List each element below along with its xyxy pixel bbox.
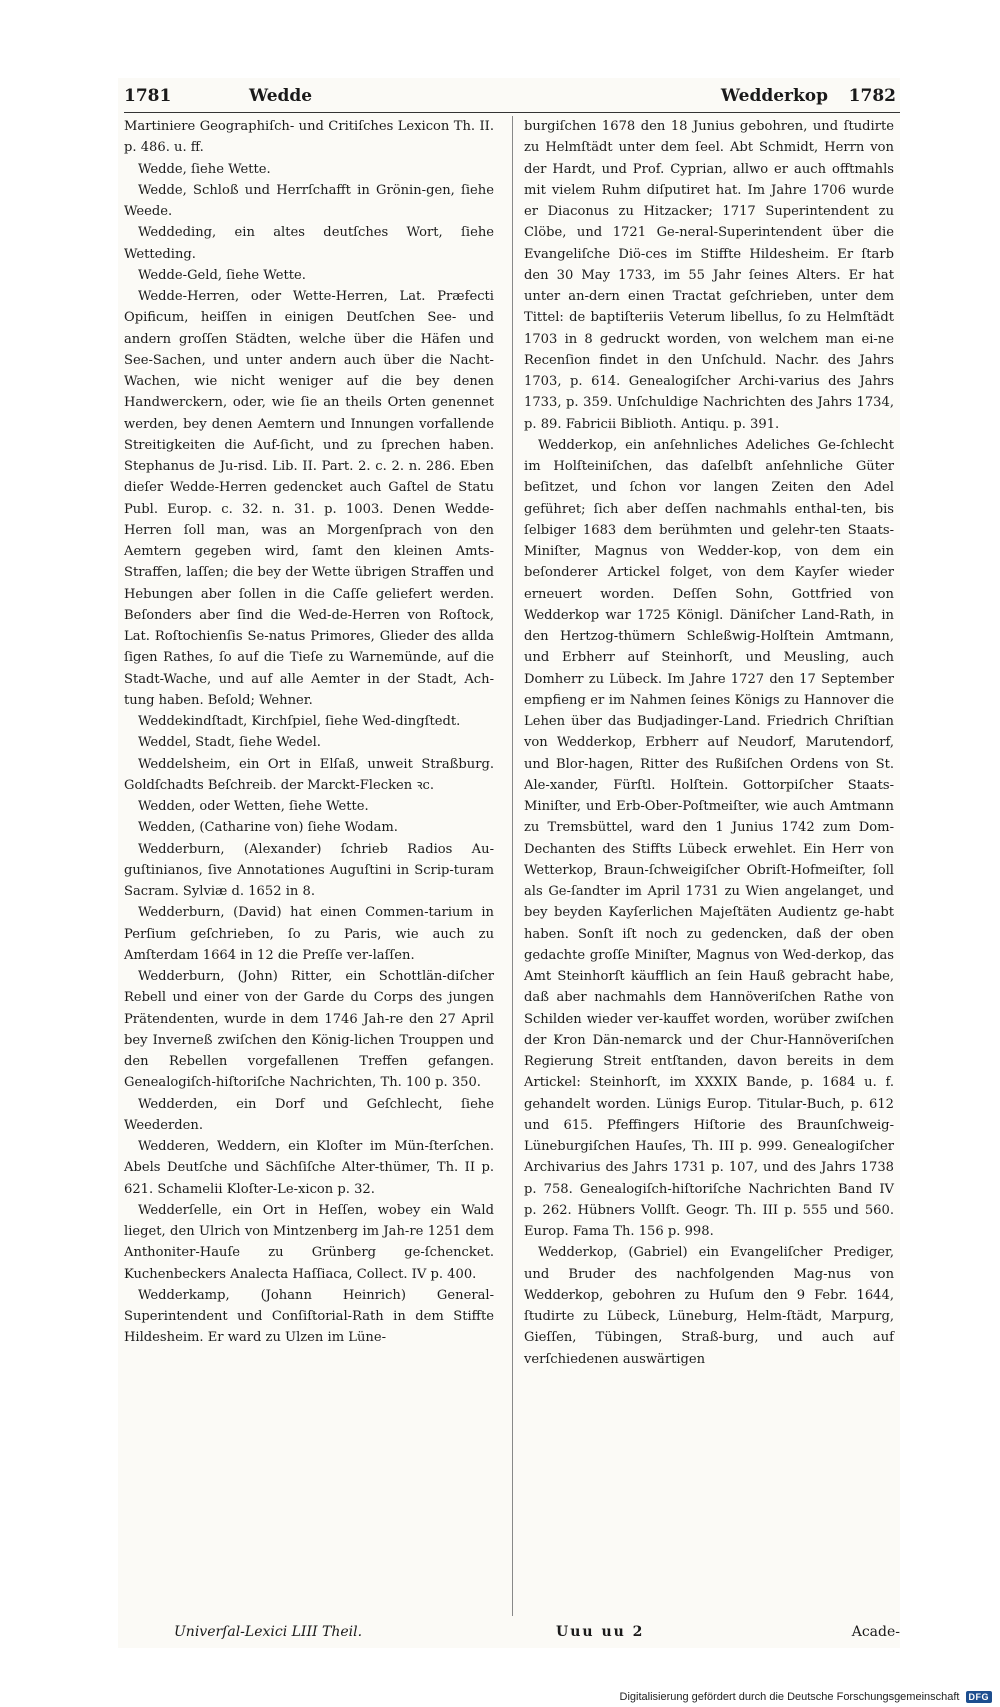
page-number-right: 1782 bbox=[848, 86, 896, 106]
left-column bbox=[124, 116, 494, 1349]
page-header bbox=[124, 86, 896, 112]
running-head-left: Wedde bbox=[249, 86, 313, 106]
signature-mark: Uuu uu 2 bbox=[556, 1624, 645, 1640]
entry-paragraph: Wedderburn, (John) Ritter, ein Schottlän-diſcher Rebell und einer von der Garde du Corps des jungen Prätendenten, wurde in dem 1746 Jah-re den 27 April bey Inverneß zwiſchen den König-lichen Trouppen und den Rebellen vorgefallenen Treffen gefangen. Genealogiſch-hiſtoriſche Nachrichten, Th. 100 p. 350. bbox=[124, 969, 494, 1091]
volume-title: Univerſal-Lexici LIII Theil. bbox=[174, 1624, 363, 1640]
funding-bar bbox=[0, 1687, 1000, 1707]
entry-paragraph: Wedde-Herren, oder Wette-Herren, Lat. Præfecti Opificum, heiſſen in einigen Deutſchen See- und andern groſſen Städten, welche über die Häfen und See-Sachen, und unter andern auch über die Nacht-Wachen, wie nicht weniger auf die bey denen Handwerckern, oder, wie ſie an theils Orten genennet werden, bey denen Aemtern und Innungen vorfallende Streitigkeiten die Auf-ſicht, und zu ſprechen haben. Stephanus de Ju-risd. Lib. II. Part. 2. c. 2. n. 286. Eben dieſer Wedde-Herren gedencket auch Gaſtel de Statu Publ. Europ. c. 32. n. 31. p. 1003. Denen Wedde-Herren ſoll man, was an Morgenſprach von den Aemtern gegeben wird, ſamt den kleinen Amts-Straffen, laſſen; die bey der Wette übrigen Straffen und Hebungen aber ſollen in die Caſſe geliefert werden. Beſonders aber ſind die Wed-de-Herren von Roſtock, Lat. Roſtochienſis Se-natus Primores, Glieder des allda ſigen Rathes, ſo auf die Tieſe zu Warnemünde, auf die Stadt-Wache, und auf alle Aemter in der Stadt, Ach-tung haben. Beſold; Wehner. bbox=[124, 289, 494, 708]
right-column bbox=[524, 116, 894, 1370]
entry-paragraph: Wedderkamp, (Johann Heinrich) General-Superintendent und Conſiſtorial-Rath in dem Stiffte Hildesheim. Er ward zu Ulzen im Lüne- bbox=[124, 1287, 494, 1346]
entry-paragraph: Wedderburn, (Alexander) ſchrieb Radios Au-guſtinianos, ſive Annotationes Auguſtini in Scrip-turam Sacram. Sylviæ d. 1652 in 8. bbox=[124, 841, 494, 899]
entry-paragraph: Wedderen, Weddern, ein Kloſter im Mün-ſterſchen. Abels Deutſche und Sächſiſche Alter-thümer, Th. II p. 621. Schamelii Kloſter-Le-xicon p. 32. bbox=[124, 1139, 494, 1197]
header-rule bbox=[124, 112, 900, 113]
entry-paragraph: Wedden, oder Wetten, ſiehe Wette. bbox=[138, 799, 369, 814]
page-number-left: 1781 bbox=[124, 86, 172, 106]
entry-paragraph: Weddelsheim, ein Ort in Elſaß, unweit Straßburg. Goldſchadts Beſchreib. der Marckt-Flecken ꝛc. bbox=[124, 756, 494, 793]
entry-paragraph: Weddeding, ein altes deutſches Wort, ſiehe Wetteding. bbox=[124, 225, 494, 262]
running-head-right: Wedderkop bbox=[720, 86, 828, 106]
entry-paragraph: Wedderkop, ein anſehnliches Adeliches Ge-ſchlecht im Holſteiniſchen, das daſelbſt anſehnliche Güter beſitzet, und ſchon vor langen Zeiten den Adel geführet; ſich aber deſſen nachmahls enthal-ten, bis ſelbiger 1683 dem berühmten und gelehr-ten Staats-Miniſter, Magnus von Wedder-kop, von dem ein beſonderer Artickel folget, von dem Kayſer wieder erneuert worden. Deſſen Sohn, Gottfried von Wedderkop war 1725 Königl. Däniſcher Land-Rath, in den Hertzog-thümern Schleßwig-Holſtein Amtmann, und Erbherr auf Steinhorſt, und Meusling, auch Domherr zu Lübeck. Im Jahre 1727 den 17 September empfieng er im Nahmen ſeines Königs zu Hannover die Lehen über das Budjadinger-Land. Friedrich Chriſtian von Wedderkop, Erbherr auf Neudorf, Marutendorf, und Blor-hagen, Ritter des Rußiſchen Ordens von St. Ale-xander, Fürſtl. Holſtein. Gottorpiſcher Staats-Miniſter, und Erb-Ober-Poſtmeiſter, wie auch Amtmann zu Tremsbüttel, ward den 1 Junius 1742 zum Dom-Dechanten des Stiffts Lübeck erwehlet. Ein Herr von Wetterkop, Braun-ſchweigiſcher Obriſt-Hofmeiſter, ſoll als Ge-ſandter im April 1731 zu Wien angelanget, und bey beyden Kayſerlichen Majeſtäten Audientz ge-habt haben. Sonſt iſt noch zu gedencken, daß der oben gedachte groſſe Miniſter, Magnus von Wed-derkop, das Amt Steinhorſt käufflich an ſein Hauß gebracht habe, daß aber nachmahls dem Hannöveriſchen Rathe von Schilden wieder ver-kauffet worden, worüber zwiſchen der Kron Dän-nemarck und der Chur-Hannöveriſchen Regierung Streit entſtanden, davon bereits in dem Artickel: Steinhorſt, im XXXIX Bande, p. 1684 u. f. gehandelt worden. Lünigs Europ. Titular-Buch, p. 612 und 615. Pfeffingers Hiſtorie des Braunſchweig-Lüneburgiſchen Hauſes, Th. III p. 999. Genealogiſcher Archivarius des Jahrs 1731 p. 107, und des Jahrs 1738 p. 758. Genealogiſch-hiſtoriſche Nachrichten Band IV p. 262. Hübners Vollſt. Geogr. Th. III p. 555 und 560. Europ. Fama Th. 156 p. 998. bbox=[524, 437, 894, 1239]
column-divider bbox=[512, 116, 513, 1616]
catchword: Acade- bbox=[851, 1624, 900, 1640]
entry-paragraph: Wedderden, ein Dorf und Geſchlecht, ſiehe Weederden. bbox=[124, 1096, 494, 1133]
entry-paragraph: Wedde, Schloß und Herrſchafft in Grönin-gen, ſiehe Weede. bbox=[124, 182, 494, 219]
entry-paragraph: Wedden, (Catharine von) ſiehe Wodam. bbox=[138, 820, 398, 836]
entry-paragraph: Wedde-Geld, ſiehe Wette. bbox=[138, 267, 306, 283]
entry-paragraph: Wedderburn, (David) hat einen Commen-tarium in Perſium geſchrieben, ſo zu Paris, wie auch zu Amſterdam 1664 in 12 die Preſſe ver-laſſen. bbox=[124, 905, 494, 963]
entry-paragraph: Wedderſelle, ein Ort in Heſſen, wobey ein Wald lieget, den Ulrich von Mintzenberg im Jah-re 1251 dem Anthoniter-Hauſe zu Grünberg ge-ſchencket. Kuchenbeckers Analecta Haſſiaca, Collect. IV p. 400. bbox=[124, 1202, 494, 1282]
entry-paragraph: Wedderkop, (Gabriel) ein Evangeliſcher Prediger, und Bruder des nachfolgenden Mag-nus von Wedderkop, gebohren zu Huſum den 9 Febr. 1644, ſtudirte zu Lübeck, Lüneburg, Helm-ſtädt, Marpurg, Gieſſen, Tübingen, Straß-burg, und auch auf verſchiedenen auswärtigen bbox=[524, 1245, 894, 1367]
funding-text: Digitalisierung gefördert durch die Deutsche Forschungsgemeinschaft bbox=[619, 1691, 960, 1703]
entry-paragraph: Wedde, ſiehe Wette. bbox=[138, 161, 271, 177]
dfg-logo-icon: DFG bbox=[966, 1691, 993, 1703]
entry-paragraph: Weddekindſtadt, Kirchſpiel, ſiehe Wed-dingſtedt. bbox=[138, 714, 461, 729]
entry-paragraph: Weddel, Stadt, ſiehe Wedel. bbox=[138, 735, 321, 751]
page-footer bbox=[124, 1624, 900, 1646]
entry-paragraph: burgiſchen 1678 den 18 Junius gebohren, und ſtudirte zu Helmſtädt unter dem ſeel. Abt Schmidt, Herrn von der Hardt, und Prof. Cyprian, allwo er auch offtmahls mit vielem Ruhm diſputiret hat. Im Jahre 1706 wurde er Diaconus zu Hitzacker; 1717 Superintendent zu Clöbe, und 1721 Ge-neral-Superintendent über die Evangeliſche Diö-ces im Stiffte Hildesheim. Er ſtarb den 30 May 1733, im 55 Jahr ſeines Alters. Er hat unter an-dern einen Tractat geſchrieben, unter dem Tittel: de baptiſteriis Veterum libellus, ſo zu Helmſtädt 1703 in 8 gedruckt worden, von welchem man ei-ne Recenſion findet in den Unſchuld. Nachr. des Jahrs 1703, p. 614. Genealogiſcher Archi-varius des Jahrs 1733, p. 359. Unſchuldige Nachrichten des Jahrs 1734, p. 89. Fabricii Biblioth. Antiqu. p. 391. bbox=[524, 119, 894, 432]
entry-paragraph: Martiniere Geographiſch- und Critiſches Lexicon Th. II. p. 486. u. ff. bbox=[124, 119, 494, 156]
